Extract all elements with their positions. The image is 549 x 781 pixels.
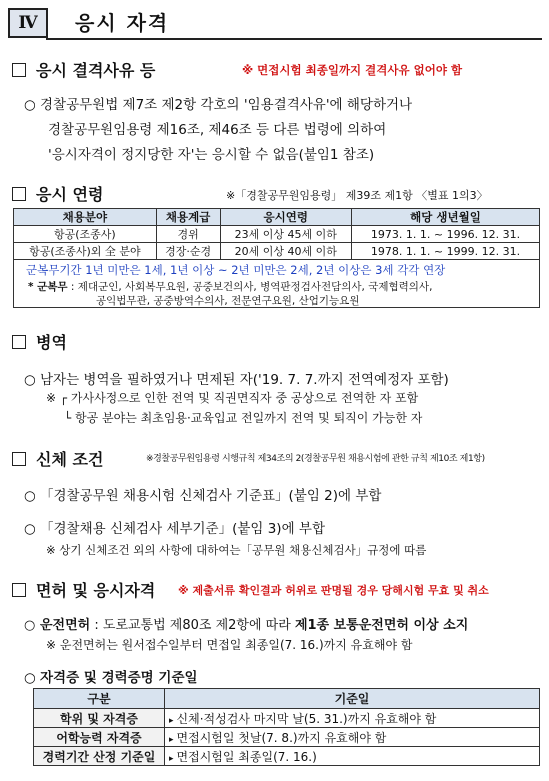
certificate-header: ○ 자격증 및 경력증명 기준일 bbox=[24, 670, 198, 686]
table-cell: 23세 이상 45세 이하 bbox=[220, 226, 351, 243]
physical-line-2: ○ 「경찰채용 신체검사 세부기준」(붙임 3)에 부합 bbox=[24, 521, 325, 537]
circle-bullet-icon: ○ bbox=[24, 521, 36, 537]
triangle-bullet-icon: ▸ bbox=[169, 753, 174, 764]
physical-note: ※경찰공무원임용령 시행규칙 제34조의 2(경찰공무원 채용시험에 관한 규칙 제10조 제1항) bbox=[146, 454, 485, 464]
table-row bbox=[34, 709, 540, 728]
circle-bullet-icon: ○ bbox=[24, 97, 36, 113]
physical-line-1: ○ 「경찰공무원 채용시험 신체검사 기준표」(붙임 2)에 부합 bbox=[24, 488, 382, 504]
military-extension-text: 군복무기간 1년 미만은 1세, 1년 이상 ~ 2년 미만은 2세, 2년 이상은 3세 각각 연장 bbox=[26, 263, 446, 277]
column-header: 구분 bbox=[34, 689, 165, 709]
license-header-note: ※ 제출서류 확인결과 허위로 판명될 경우 당해시험 무효 및 취소 bbox=[178, 584, 489, 597]
section-title: 응시 자격 bbox=[75, 11, 170, 35]
checkbox-square-icon bbox=[12, 452, 26, 466]
military-note-line-2: 공익법무관, 공중방역수의사, 전문연구요원, 산업기능요원 bbox=[96, 295, 360, 307]
disqualification-note: ※ 면접시험 최종일까지 결격사유 없어야 함 bbox=[242, 63, 463, 77]
table-row bbox=[34, 728, 540, 747]
age-table bbox=[13, 208, 540, 260]
age-note: ※「경찰공무원임용령」 제39조 제1항 〈별표 1의3〉 bbox=[226, 189, 488, 202]
military-note-line-1: * 군복무 : 제대군인, 사회복무요원, 공중보건의사, 병역판정검사전담의사, 국제협력의사, bbox=[28, 281, 433, 293]
column-header: 응시연령 bbox=[220, 209, 351, 226]
section-number: Ⅳ bbox=[8, 8, 48, 38]
circle-bullet-icon: ○ bbox=[24, 618, 36, 633]
column-header: 채용계급 bbox=[156, 209, 220, 226]
table-cell: ▸ 면접시험일 최종일(7. 16.) bbox=[165, 747, 540, 766]
table-row bbox=[14, 243, 540, 260]
column-header: 해당 생년월일 bbox=[352, 209, 540, 226]
table-cell: 1973. 1. 1. ~ 1996. 12. 31. bbox=[352, 226, 540, 243]
table-cell: 항공(조종사) bbox=[14, 226, 157, 243]
table-cell: 학위 및 자격증 bbox=[34, 709, 165, 728]
military-service-note-1: ※ ┌ 가사사정으로 인한 전역 및 직권면직자 중 공상으로 전역한 자 포함 bbox=[46, 391, 419, 405]
disqualification-line-1: ○ 경찰공무원법 제7조 제2항 각호의 '임용결격사유'에 해당하거나 bbox=[24, 97, 413, 113]
military-service-header: 병역 bbox=[12, 330, 67, 353]
circle-bullet-icon: ○ bbox=[24, 488, 36, 504]
triangle-bullet-icon: ▸ bbox=[169, 734, 174, 745]
title-divider bbox=[46, 38, 542, 40]
checkbox-square-icon bbox=[12, 63, 26, 77]
checkbox-square-icon bbox=[12, 583, 26, 597]
table-cell: 경력기간 산정 기준일 bbox=[34, 747, 165, 766]
checkbox-square-icon bbox=[12, 335, 26, 349]
table-row bbox=[34, 747, 540, 766]
table-cell: 20세 이상 40세 이하 bbox=[220, 243, 351, 260]
triangle-bullet-icon: ▸ bbox=[169, 715, 174, 726]
column-header: 기준일 bbox=[165, 689, 540, 709]
table-cell: 1978. 1. 1. ~ 1999. 12. 31. bbox=[352, 243, 540, 260]
military-service-note-2: └ 항공 분야는 최초임용·교육입교 전일까지 전역 및 퇴직이 가능한 자 bbox=[64, 411, 423, 425]
circle-bullet-icon: ○ bbox=[24, 670, 36, 686]
driving-license-line: ○ 운전면허 : 도로교통법 제80조 제2항에 따라 제1종 보통운전면허 이상 소지 bbox=[24, 618, 469, 633]
disqualification-line-3: '응시자격이 정지당한 자'는 응시할 수 없음(붙임1 참조) bbox=[48, 147, 375, 163]
disqualification-header: 응시 결격사유 등 bbox=[12, 58, 155, 81]
table-cell: 경위 bbox=[156, 226, 220, 243]
checkbox-square-icon bbox=[12, 187, 26, 201]
physical-header: 신체 조건 bbox=[12, 447, 103, 470]
table-header-row bbox=[14, 209, 540, 226]
table-cell: 항공(조종사)외 全 분야 bbox=[14, 243, 157, 260]
table-cell: 어학능력 자격증 bbox=[34, 728, 165, 747]
certificate-table bbox=[33, 688, 540, 766]
military-service-line: ○ 남자는 병역을 필하였거나 면제된 자('19. 7. 7.까지 전역예정자 포함) bbox=[24, 372, 449, 388]
physical-line-3: ※ 상기 신체조건 외의 사항에 대하여는「공무원 채용신체검사」규정에 따름 bbox=[46, 543, 427, 557]
table-cell: ▸ 신체·적성검사 마지막 날(5. 31.)까지 유효해야 함 bbox=[165, 709, 540, 728]
table-row bbox=[14, 226, 540, 243]
license-header: 면허 및 응시자격 bbox=[12, 578, 155, 601]
disqualification-line-2: 경찰공무원임용령 제16조, 제46조 등 다른 법령에 의하여 bbox=[48, 122, 387, 138]
driving-license-note: ※ 운전면허는 원서접수일부터 면접일 최종일(7. 16.)까지 유효해야 함 bbox=[46, 638, 413, 652]
table-header-row bbox=[34, 689, 540, 709]
table-cell: ▸ 면접시험일 첫날(7. 8.)까지 유효해야 함 bbox=[165, 728, 540, 747]
table-cell: 경장·순경 bbox=[156, 243, 220, 260]
column-header: 채용분야 bbox=[14, 209, 157, 226]
circle-bullet-icon: ○ bbox=[24, 372, 36, 388]
age-header: 응시 연령 bbox=[12, 182, 103, 205]
